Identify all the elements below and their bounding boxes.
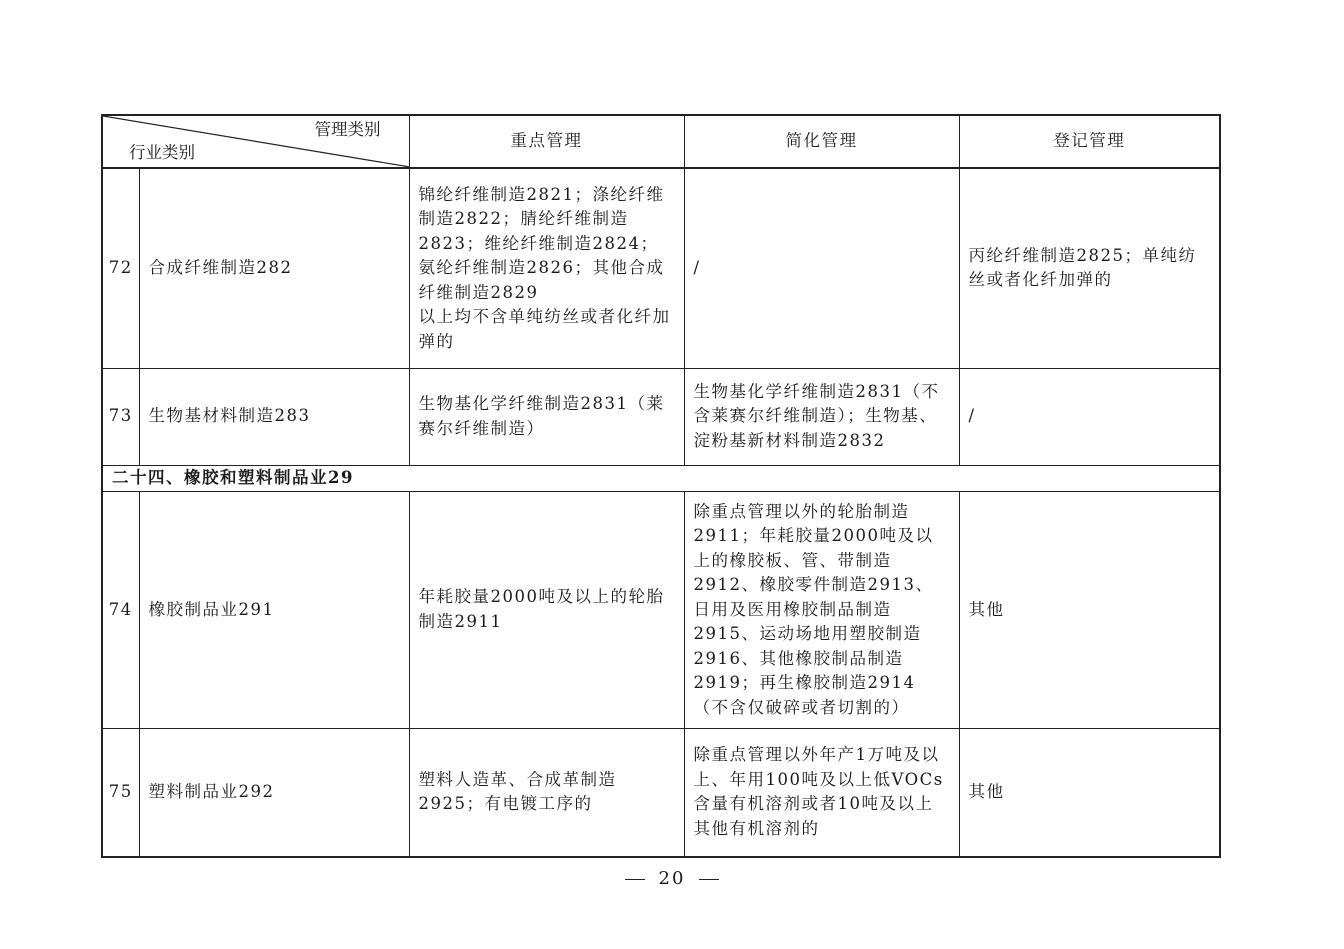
key-management-cell: 生物基化学纤维制造2831（莱赛尔纤维制造） [409,368,684,465]
registration-management-cell: 其他 [959,491,1220,729]
simplified-management-cell: / [684,168,959,368]
row-number: 72 [102,168,139,368]
table-row [102,168,1220,368]
simplified-management-cell: 生物基化学纤维制造2831（不含莱赛尔纤维制造）；生物基、淀粉基新材料制造2832 [684,368,959,465]
key-management-cell: 塑料人造革、合成革制造2925；有电镀工序的 [409,729,684,857]
table-row [102,491,1220,729]
footer-dash-right [699,879,719,880]
corner-label-industry-category: 行业类别 [129,142,195,162]
industry-name: 塑料制品业292 [139,729,409,857]
industry-name: 生物基材料制造283 [139,368,409,465]
key-management-note: 以上均不含单纯纺丝或者化纤加弹的 [418,307,671,351]
industry-name: 合成纤维制造282 [139,168,409,368]
header-simplified-management: 简化管理 [684,115,959,168]
row-number: 75 [102,729,139,857]
industry-name: 橡胶制品业291 [139,491,409,729]
key-management-cell [409,168,684,368]
key-management-cell: 年耗胶量2000吨及以上的轮胎制造2911 [409,491,684,729]
header-corner-cell [102,115,409,168]
row-number: 73 [102,368,139,465]
header-registration-management: 登记管理 [959,115,1220,168]
registration-management-cell: 丙纶纤维制造2825；单纯纺丝或者化纤加弹的 [959,168,1220,368]
simplified-management-cell: 除重点管理以外的轮胎制造2911；年耗胶量2000吨及以上的橡胶板、管、带制造2912、橡胶零件制造2913、日用及医用橡胶制品制造2915、运动场地用塑胶制造2916、其他橡胶制品制造2919；再生橡胶制造2914（不含仅破碎或者切割的） [684,491,959,729]
table-row [102,729,1220,857]
page-number: 20 [658,868,686,889]
registration-management-cell: 其他 [959,729,1220,857]
footer-dash-left [625,879,645,880]
section-title: 二十四、橡胶和塑料制品业29 [102,465,1220,491]
corner-label-management-category: 管理类别 [314,120,381,139]
table-header-row [102,115,1220,168]
industry-management-table [101,114,1221,858]
page-footer [0,868,1344,889]
header-key-management: 重点管理 [409,115,684,168]
key-management-text: 锦纶纤维制造2821；涤纶纤维制造2822；腈纶纤维制造2823；维纶纤维制造2824；氨纶纤维制造2826；其他合成纤维制造2829 [418,184,665,302]
registration-management-cell: / [959,368,1220,465]
simplified-management-cell: 除重点管理以外年产1万吨及以上、年用100吨及以上低VOCs含量有机溶剂或者10吨及以上其他有机溶剂的 [684,729,959,857]
table-row [102,368,1220,465]
section-row [102,465,1220,491]
row-number: 74 [102,491,139,729]
